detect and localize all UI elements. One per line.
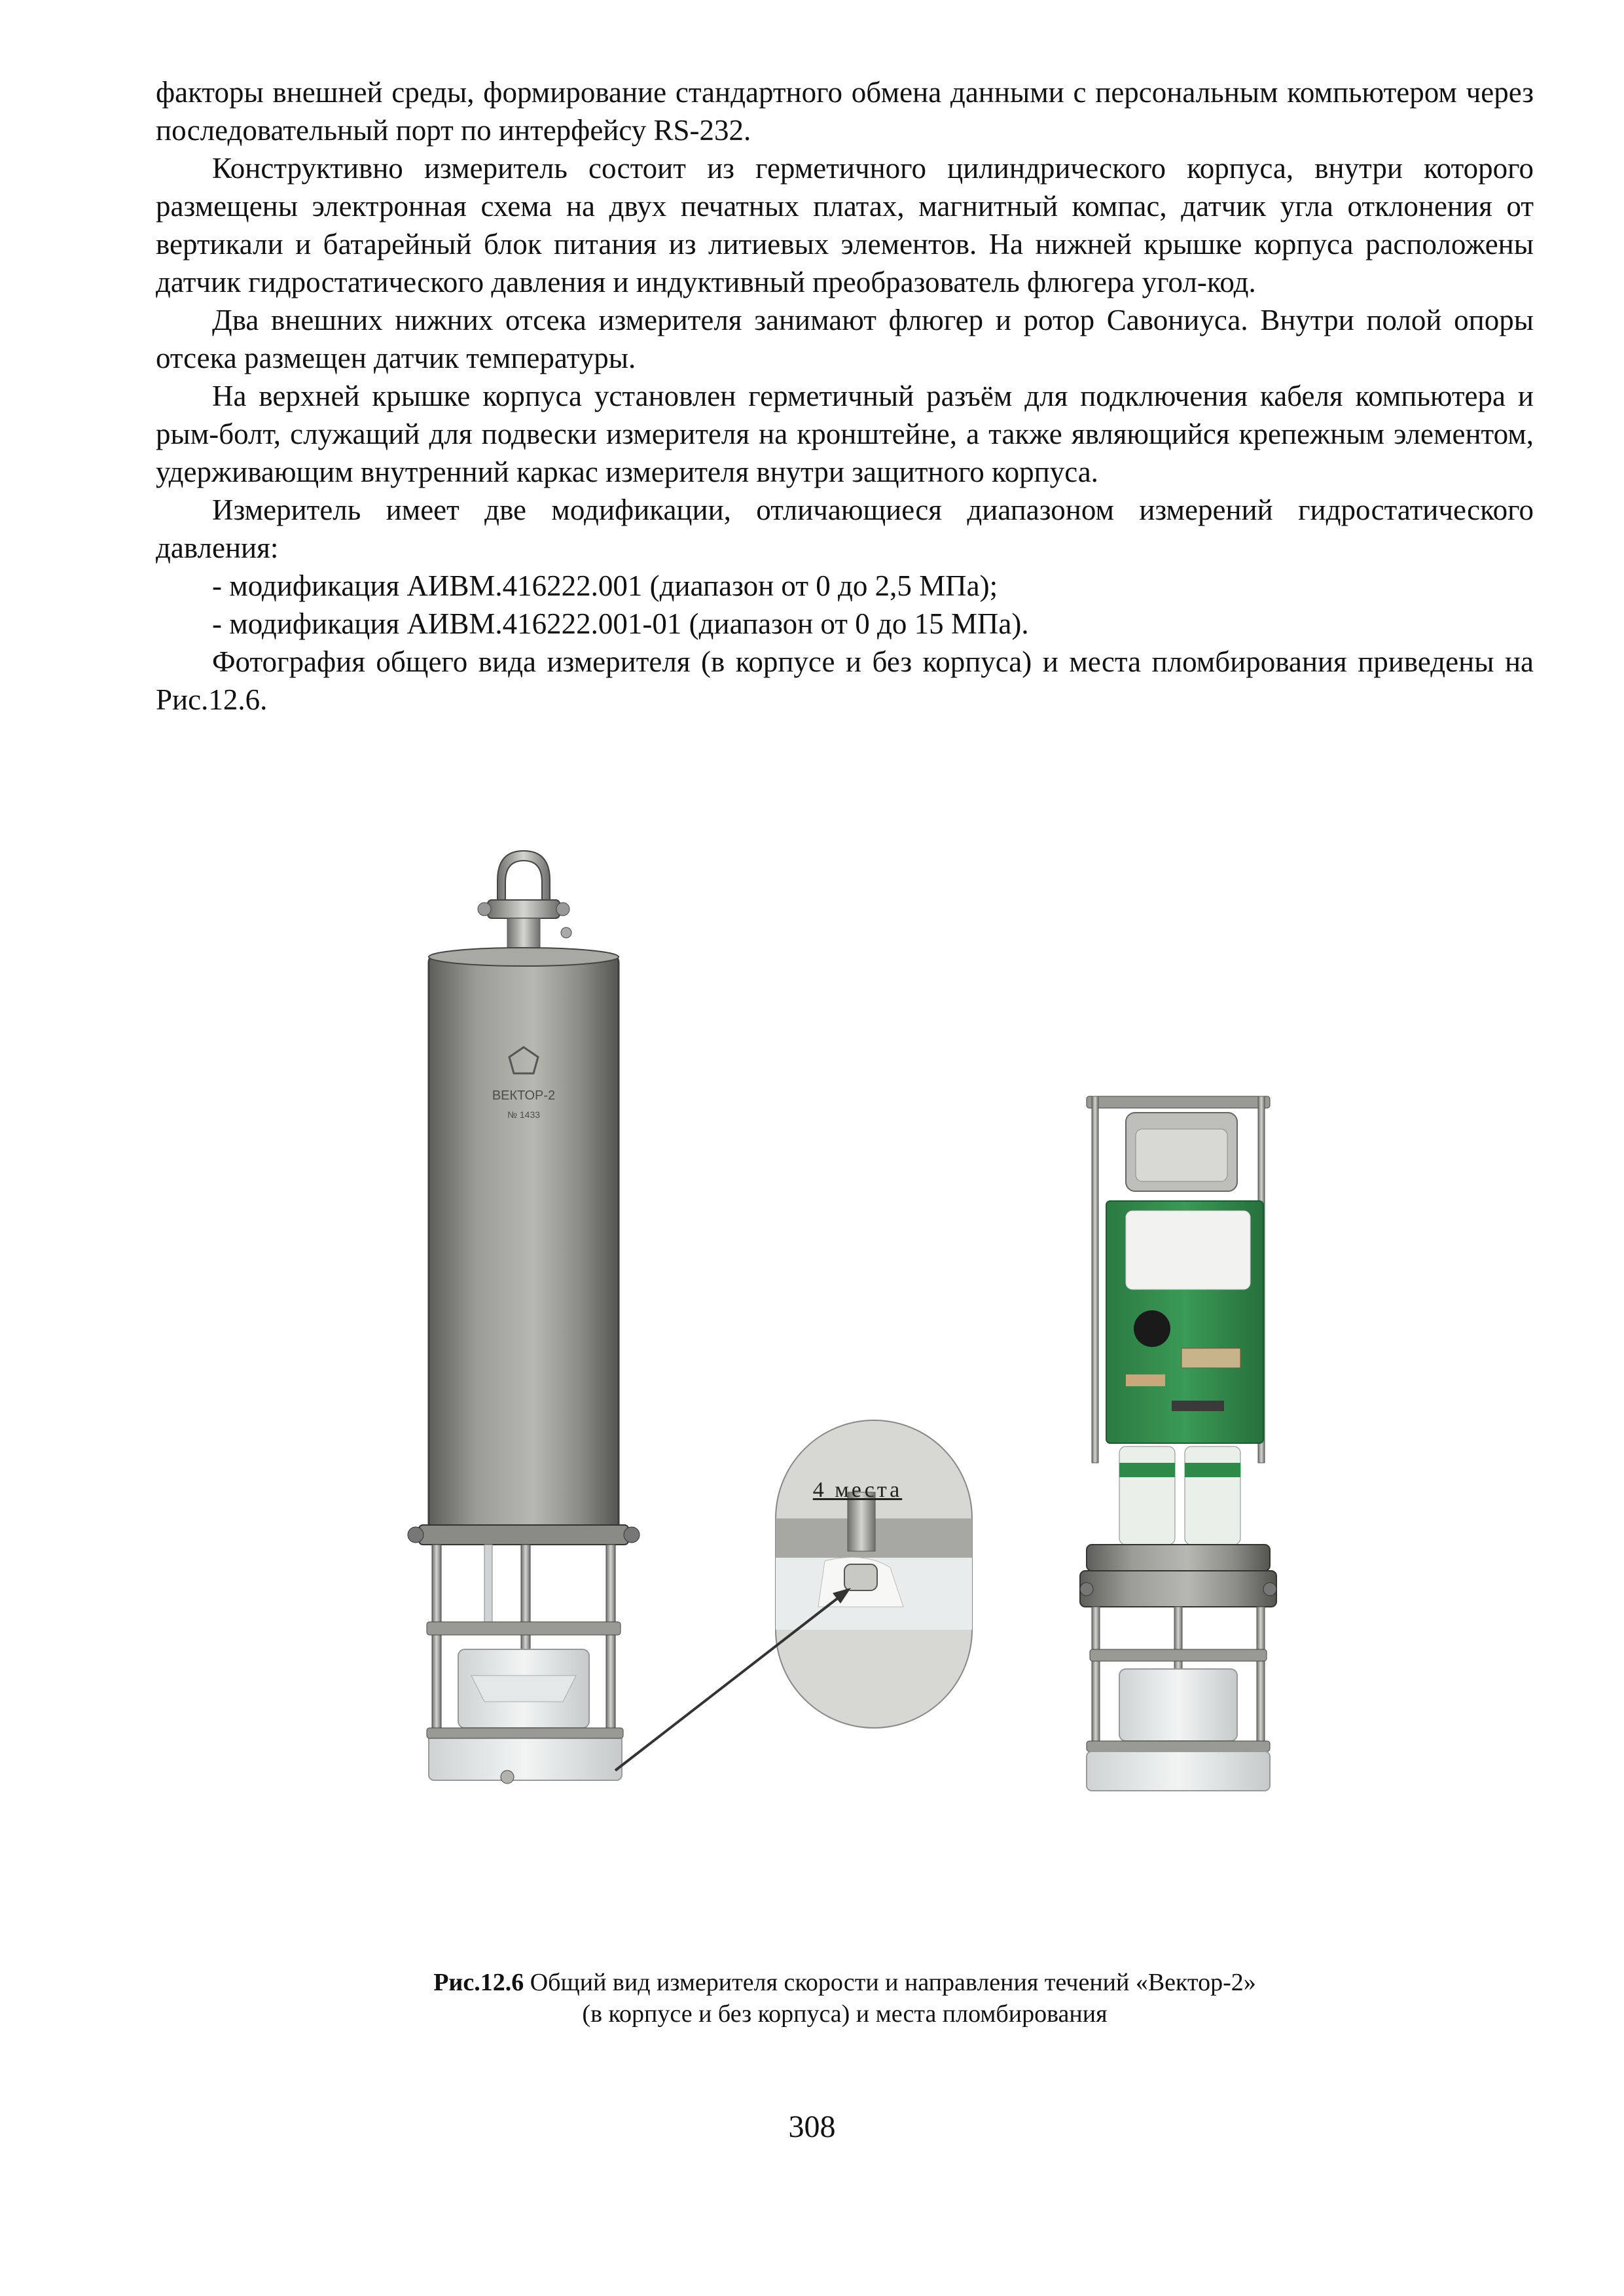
figure-photo — [367, 825, 1316, 1839]
paragraph: факторы внешней среды, формирование стандартного обмена данными с персональным компьютером через последовательный порт по интерфейсу RS-232. — [156, 76, 1534, 147]
figure-caption — [156, 1967, 1534, 2030]
callout-label: 4 места — [812, 1478, 903, 1502]
body-text — [156, 73, 1534, 719]
paragraph: Два внешних нижних отсека измерителя занимают флюгер и ротор Савониуса. Внутри полой опоры отсека размещен датчик температуры. — [156, 304, 1534, 374]
paragraph: Измеритель имеет две модификации, отличающиеся диапазоном измерений гидростатического давления: — [156, 493, 1534, 564]
list-item: - модификация АИВМ.416222.001 (диапазон от 0 до 2,5 МПа); — [212, 569, 998, 602]
device-without-housing — [1080, 1096, 1276, 1791]
seal-location-zoom — [615, 1420, 972, 1770]
caption-line-2: (в корпусе и без корпуса) и места пломбирования — [582, 2000, 1108, 2028]
caption-text: Общий вид измерителя скорости и направления течений «Вектор-2» — [530, 1969, 1256, 1996]
paragraph: На верхней крышке корпуса установлен герметичный разъём для подключения кабеля компьютера и рым-болт, служащий для подвески измерителя на кронштейне, а также являющийся крепежным элементом, удерживающим внутренний каркас измерителя внутри защитного корпуса. — [156, 380, 1534, 488]
device-in-housing — [408, 851, 640, 1784]
paragraph: Конструктивно измеритель состоит из герметичного цилиндрического корпуса, внутри которого размещены электронная схема на двух печатных платах, магнитный компас, датчик угла отклонения от вертикали и батарейный блок питания из литиевых элементов. На нижней крышке корпуса расположены датчик гидростатического давления и индуктивный преобразователь флюгера угол-код. — [156, 152, 1534, 298]
paragraph: Фотография общего вида измерителя (в корпусе и без корпуса) и места пломбирования приведены на Рис.12.6. — [156, 645, 1534, 716]
housing-engraving: ВЕКТОР-2 — [492, 1088, 556, 1103]
list-item: - модификация АИВМ.416222.001-01 (диапазон от 0 до 15 МПа). — [212, 607, 1029, 640]
serial-mark: № 1433 — [507, 1109, 541, 1120]
page-number: 308 — [788, 2109, 836, 2144]
caption-label: Рис.12.6 — [433, 1969, 524, 1996]
caption-line-1 — [156, 1967, 1534, 1998]
